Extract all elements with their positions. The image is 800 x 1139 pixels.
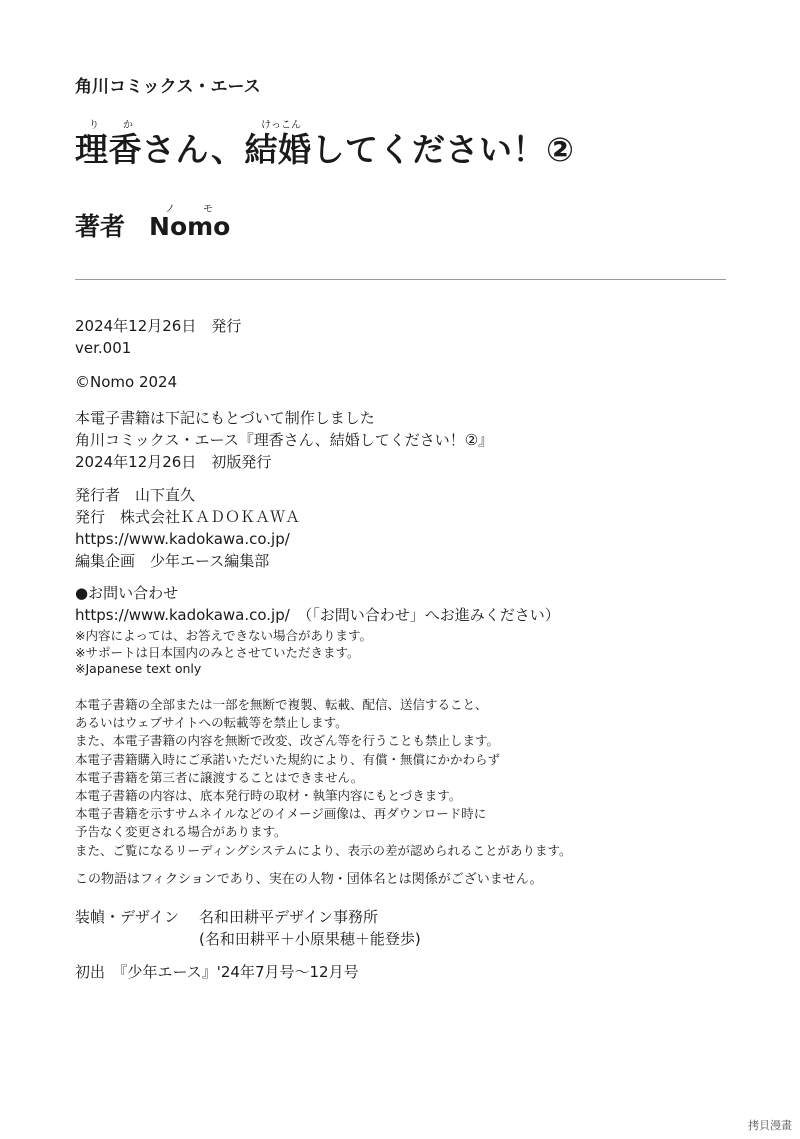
legal-line: 予告なく変更される場合があります。 <box>75 824 287 840</box>
author-ruby <box>75 200 230 215</box>
first-appearance: 初出 『少年エース』'24年7月号〜12月号 <box>75 963 359 981</box>
publication-date: 2024年12月26日 発行 <box>75 317 242 335</box>
legal-line: あるいはウェブサイトへの転載等を禁止します。 <box>75 715 348 731</box>
design-value-1: 名和田耕平デザイン事務所 <box>199 908 378 926</box>
publisher-url[interactable]: https://www.kadokawa.co.jp/ <box>75 530 290 548</box>
title-block <box>75 116 574 170</box>
legal-line: 本電子書籍を示すサムネイルなどのイメージ画像は、再ダウンロード時に <box>75 806 487 822</box>
inquiry-section <box>75 582 560 626</box>
design-value-2: (名和田耕平＋小原果穂＋能登歩) <box>199 930 421 948</box>
fiction-disclaimer: この物語はフィクションであり、実在の人物・団体名とは関係がございません。 <box>75 872 543 887</box>
inquiry-url[interactable]: https://www.kadokawa.co.jp/ （「お問い合わせ」へお進みください） <box>75 606 560 624</box>
ruby-no: ノ <box>165 204 175 215</box>
book-title: 理香さん、結婚してください！② <box>75 130 575 169</box>
inquiry-heading: ●お問い合わせ <box>75 584 179 602</box>
ruby-ri: り <box>89 120 99 131</box>
inquiry-notes <box>75 628 372 678</box>
publisher-info <box>75 484 300 572</box>
author-prefix: 著者 <box>75 212 126 241</box>
version: ver.001 <box>75 339 132 357</box>
watermark: 拷貝漫畫 <box>748 1119 792 1132</box>
copyright: ©Nomo 2024 <box>75 373 178 391</box>
author-line <box>75 212 230 242</box>
title-ruby <box>75 116 574 130</box>
legal-line: また、本電子書籍の内容を無断で改変、改ざん等を行うことも禁止します。 <box>75 733 500 749</box>
publisher-line-2: 発行 株式会社ＫＡＤＯＫＡＷＡ <box>75 508 301 526</box>
ruby-ka: か <box>123 120 133 131</box>
legal-line: 本電子書籍を第三者に譲渡することはできません。 <box>75 769 364 785</box>
source-info <box>75 407 493 473</box>
inquiry-note-3: ※Japanese text only <box>75 661 202 677</box>
design-credits <box>75 906 421 950</box>
legal-line: また、ご覧になるリーディングシステムにより、表示の差が認められることがあります。 <box>75 842 572 858</box>
divider <box>75 279 726 280</box>
inquiry-note-2: ※サポートは日本国内のみとさせていただきます。 <box>75 644 360 660</box>
author-name: Nomo <box>149 212 231 241</box>
author-block <box>75 200 230 242</box>
publisher-line-1: 発行者 山下直久 <box>75 486 196 504</box>
source-line-3: 2024年12月26日 初版発行 <box>75 453 272 471</box>
publication-info <box>75 315 241 359</box>
source-line-2: 角川コミックス・エース『理香さん、結婚してください！②』 <box>75 431 494 449</box>
ruby-kekkon: けっこん <box>261 120 301 131</box>
publisher-line-4: 編集企画 少年エース編集部 <box>75 552 270 570</box>
legal-line: 本電子書籍の全部または一部を無断で複製、転載、配信、送信すること、 <box>75 697 488 712</box>
ruby-mo: モ <box>203 204 213 215</box>
legal-notice <box>75 696 572 860</box>
source-line-1: 本電子書籍は下記にもとづいて制作しました <box>75 409 375 427</box>
legal-line: 本電子書籍購入時にご承諾いただいた規約により、有償・無償にかかわらず <box>75 751 501 767</box>
imprint-label: 角川コミックス・エース <box>75 77 261 97</box>
design-label: 装幀・デザイン <box>75 908 179 926</box>
legal-line: 本電子書籍の内容は、底本発行時の取材・執筆内容にもとづきます。 <box>75 788 462 804</box>
inquiry-note-1: ※内容によっては、お答えできない場合があります。 <box>75 628 372 643</box>
